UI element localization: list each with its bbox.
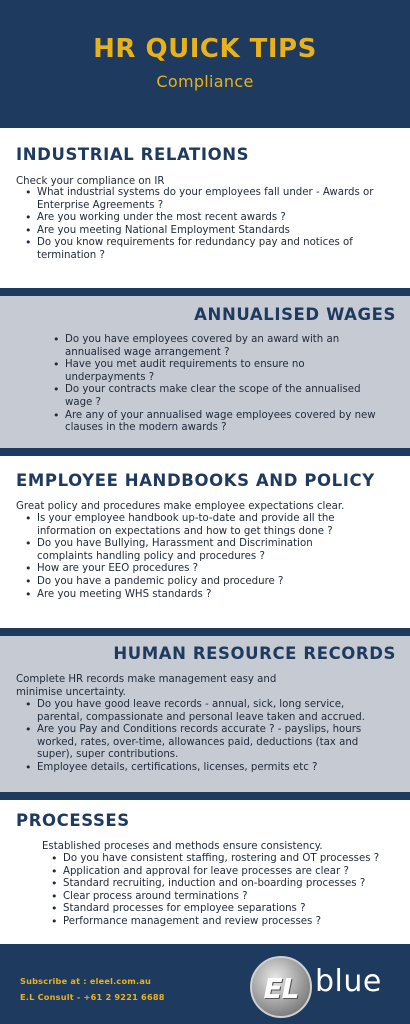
section-divider (0, 792, 410, 800)
page-subtitle: Compliance (156, 72, 254, 91)
list-item: • Are you meeting National Employment Standards (22, 225, 380, 238)
section-intro: Check your compliance on IR (16, 176, 165, 187)
list-item: • Do you have employees covered by an award with an annualised wage arrangement ? (50, 334, 388, 359)
list-item: • Are you working under the most recent awards ? (22, 212, 380, 225)
bullet-list (22, 699, 382, 775)
section-industrial-relations (0, 128, 410, 288)
bullet-list (22, 187, 380, 263)
list-item: • Do you know requirements for redundancy pay and notices of termination ? (22, 237, 380, 262)
subscribe-link[interactable]: Subscribe at : eleel.com.au (20, 976, 152, 986)
list-item: • Do you have a pandemic policy and procedure ? (22, 576, 362, 589)
logo-wordmark: blue (315, 964, 382, 999)
list-item: • Have you met audit requirements to ensure no underpayments ? (50, 359, 388, 384)
section-divider (0, 944, 410, 952)
section-processes (0, 800, 410, 944)
list-item: • Employee details, certifications, licenses, permits etc ? (22, 762, 382, 775)
section-intro: Complete HR records make management easy and minimise uncertainty. (16, 674, 277, 698)
list-item: • Standard recruiting, induction and on-boarding processes ? (48, 878, 403, 891)
el-logo-icon (250, 956, 312, 1018)
section-title: ANNUALISED WAGES (194, 305, 396, 324)
section-intro: Established proceses and methods ensure consistency. (42, 841, 323, 852)
list-item: • Do your contracts make clear the scope of the annualised wage ? (50, 384, 388, 409)
list-item: • Clear process around terminations ? (48, 891, 403, 904)
section-annualised-wages (0, 296, 410, 448)
list-item: • Are you Pay and Conditions records accurate ? - payslips, hours worked, rates, over-time, allowances paid, deductions (tax and super), super contributions. (22, 724, 382, 762)
header-banner (0, 0, 410, 128)
logo-mark: EL (263, 972, 299, 1005)
list-item: • Do you have Bullying, Harassment and Discrimination complaints handling policy and procedures ? (22, 538, 362, 563)
list-item: • Do you have consistent staffing, rostering and OT processes ? (48, 853, 403, 866)
bullet-list (48, 853, 403, 929)
section-divider (0, 448, 410, 456)
section-employee-handbooks (0, 456, 410, 628)
section-hr-records (0, 636, 410, 792)
section-divider (0, 288, 410, 296)
section-title: EMPLOYEE HANDBOOKS AND POLICY (16, 471, 375, 490)
section-title: INDUSTRIAL RELATIONS (16, 145, 250, 164)
list-item: • Application and approval for leave processes are clear ? (48, 866, 403, 879)
list-item: • Do you have good leave records - annual, sick, long service, parental, compassionate and personal leave taken and accrued. (22, 699, 382, 724)
list-item: • What industrial systems do your employees fall under - Awards or Enterprise Agreements ? (22, 187, 380, 212)
page-title: HR QUICK TIPS (93, 34, 317, 64)
section-intro: Great policy and procedures make employee expectations clear. (16, 501, 345, 512)
section-divider (0, 628, 410, 636)
list-item: • Are you meeting WHS standards ? (22, 589, 362, 602)
bullet-list (50, 334, 388, 435)
contact-phone: E.L Consult - +61 2 9221 6688 (20, 992, 165, 1002)
list-item: • How are your EEO procedures ? (22, 563, 362, 576)
section-title: PROCESSES (16, 811, 130, 830)
section-title: HUMAN RESOURCE RECORDS (113, 644, 396, 663)
list-item: • Standard processes for employee separations ? (48, 903, 403, 916)
list-item: • Performance management and review processes ? (48, 916, 403, 929)
list-item: • Is your employee handbook up-to-date and provide all the information on expectations and how to get things done ? (22, 513, 362, 538)
list-item: • Are any of your annualised wage employees covered by new clauses in the modern awards ? (50, 410, 388, 435)
bullet-list (22, 513, 362, 601)
